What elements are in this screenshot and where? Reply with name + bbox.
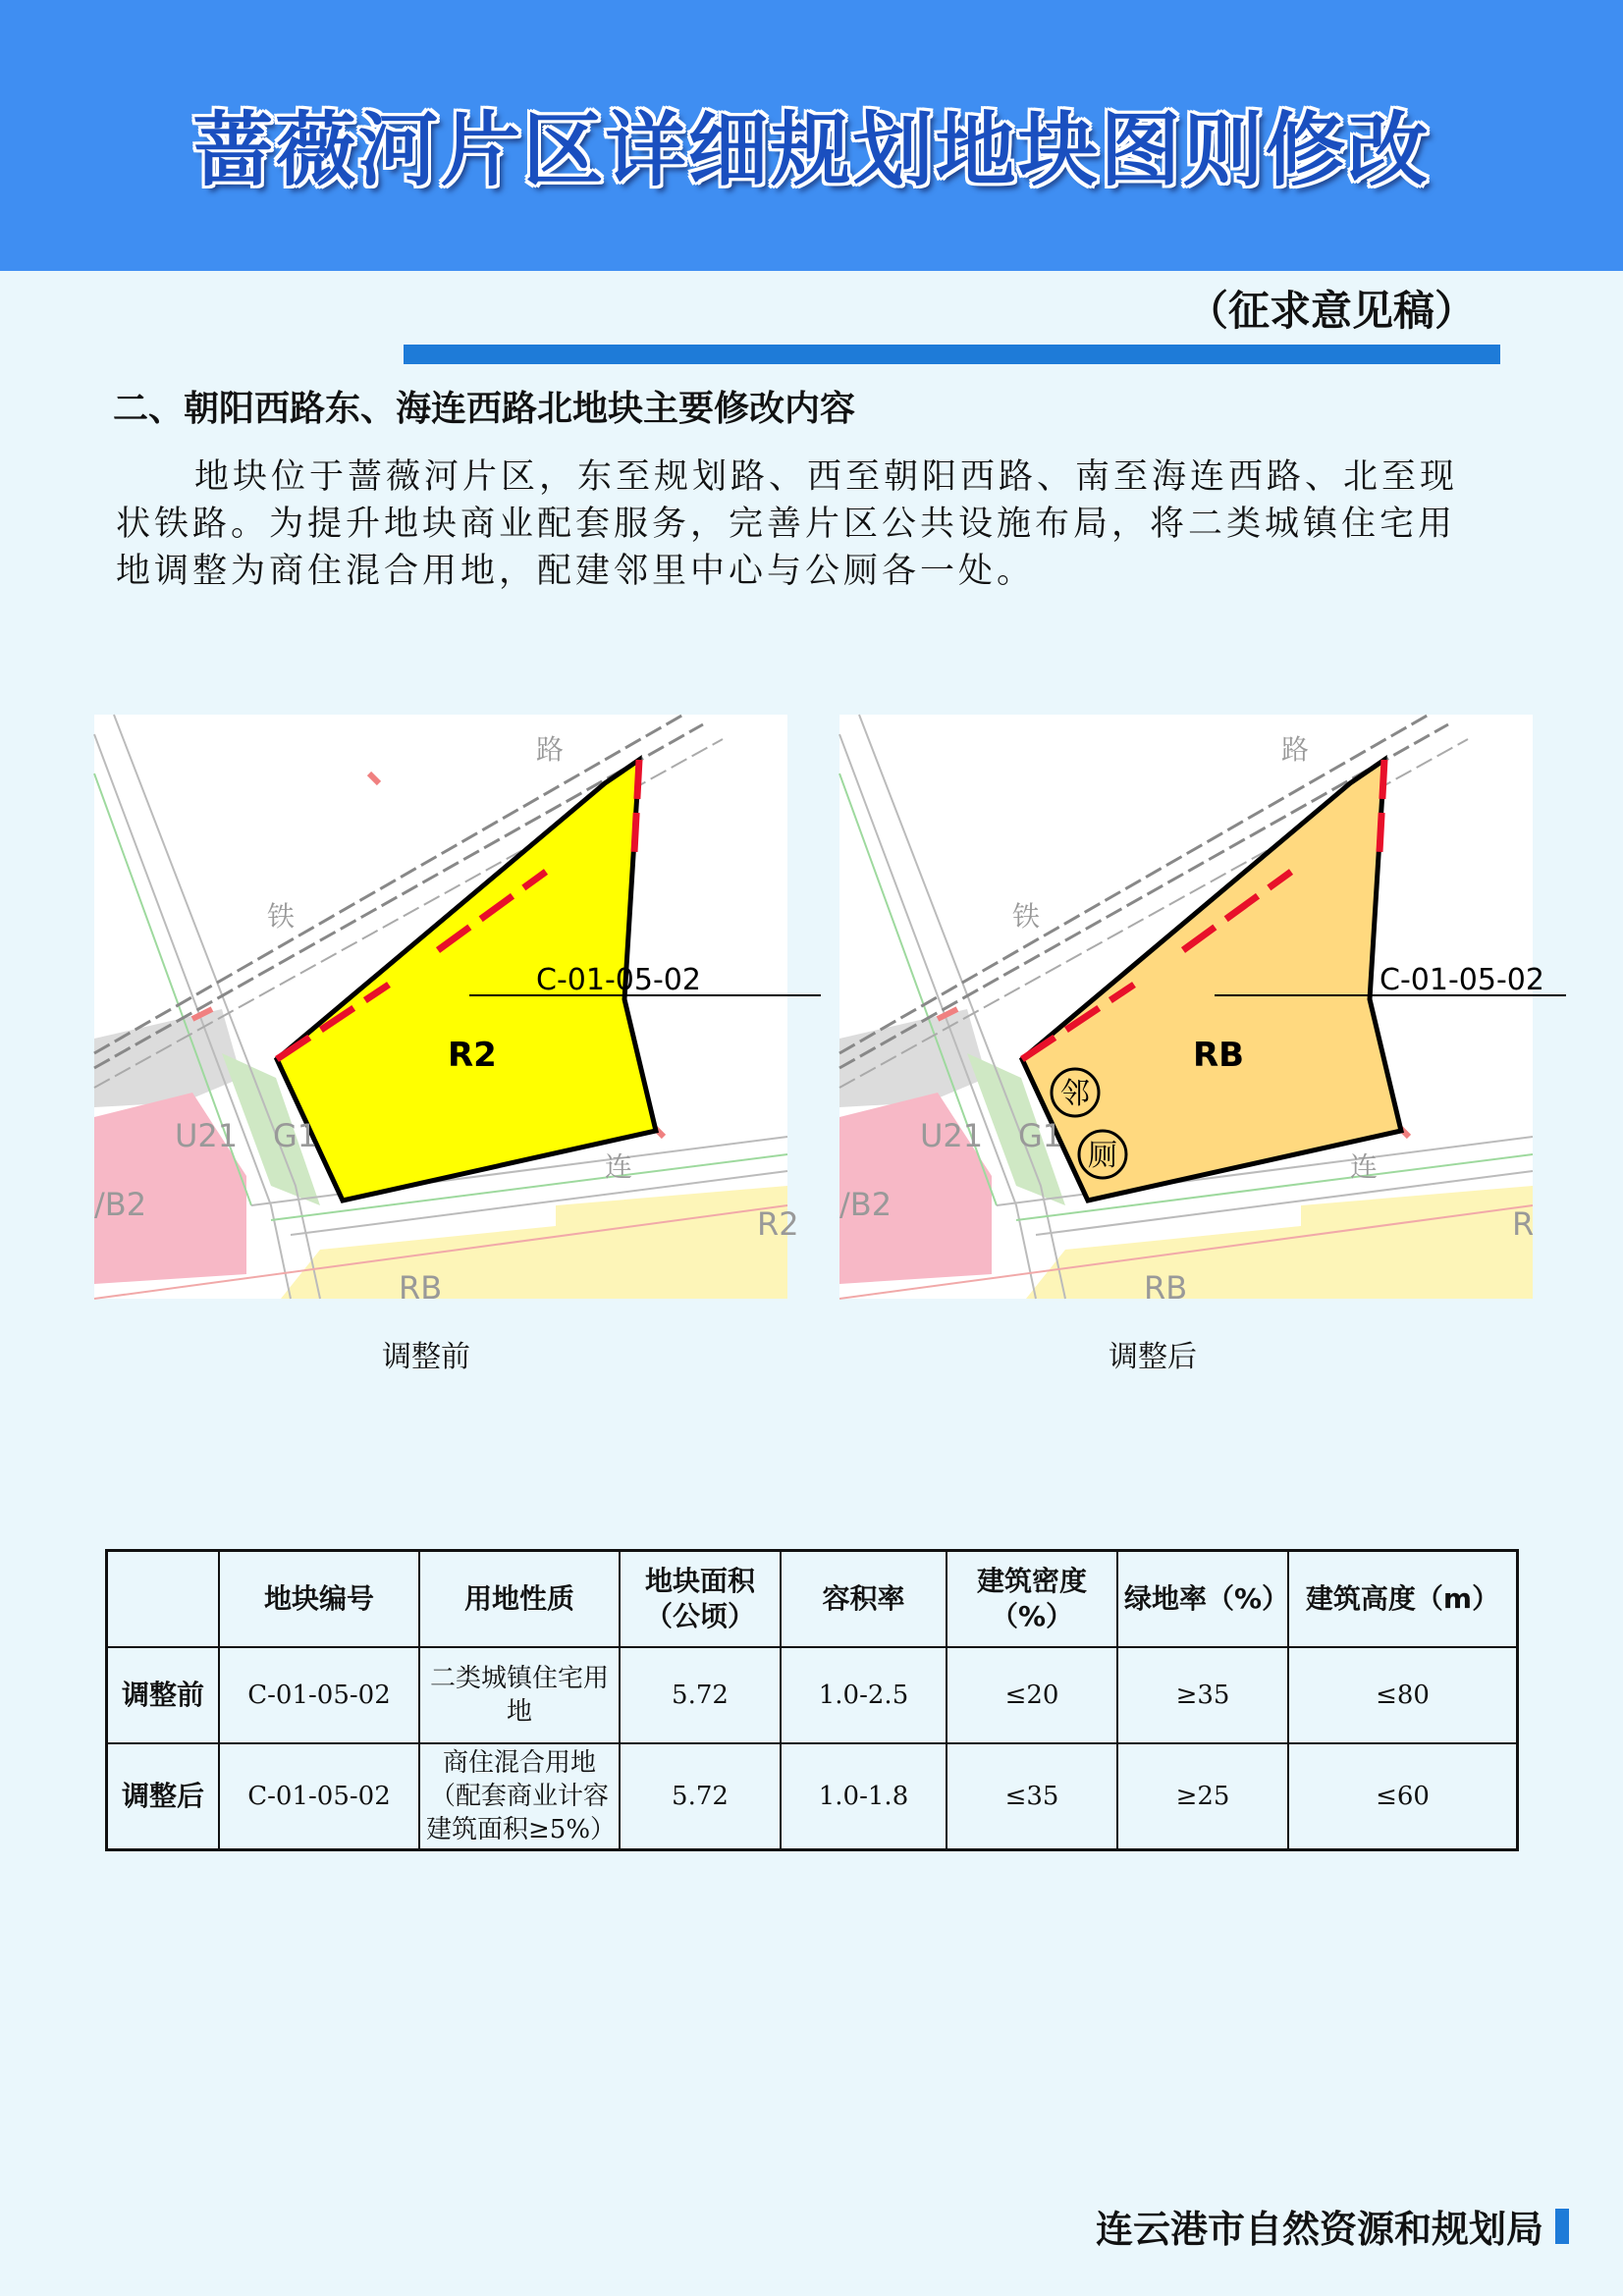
- landuse-label: R2: [448, 1036, 497, 1075]
- road-label-2-after: 铁: [1012, 900, 1041, 933]
- header-height: 建筑高度（m）: [1288, 1551, 1518, 1648]
- cell-use: 二类城镇住宅用地: [419, 1647, 620, 1743]
- header-banner: [0, 0, 1623, 271]
- caption-after: 调整后: [1109, 1340, 1197, 1374]
- header-density: 建筑密度（%）: [947, 1551, 1117, 1648]
- footer-org: 连云港市自然资源和规划局: [1095, 2207, 1543, 2251]
- area-label-b2: /B2: [94, 1186, 147, 1223]
- road-label-3-after: 连: [1350, 1150, 1379, 1183]
- parcel-code: C-01-05-02: [536, 963, 701, 997]
- area-label-rb: RB: [399, 1269, 443, 1307]
- cell-far: 1.0-2.5: [781, 1647, 947, 1743]
- parcel-polygon-after: [1022, 760, 1401, 1201]
- header-code: 地块编号: [219, 1551, 419, 1648]
- area-label-b2-after: /B2: [839, 1186, 893, 1223]
- cell-density: ≤35: [947, 1743, 1117, 1850]
- map-before-drawing: [94, 715, 799, 1307]
- parameter-table: [105, 1549, 1519, 1851]
- caption-before: 调整前: [382, 1340, 470, 1374]
- area-label-u21-after: U21: [920, 1117, 984, 1154]
- area-label-g1-after: G1: [1018, 1117, 1063, 1154]
- footer: [1096, 2199, 1569, 2253]
- road-label-1-after: 路: [1281, 733, 1310, 766]
- cell-area: 5.72: [620, 1647, 781, 1743]
- section-heading: 二、朝阳西路东、海连西路北地块主要修改内容: [113, 389, 856, 429]
- light-yellow-area-right: [556, 1186, 787, 1299]
- map-after: [839, 715, 1544, 1307]
- map-before: [94, 715, 799, 1307]
- cell-height: ≤80: [1288, 1647, 1518, 1743]
- row-label: 调整前: [107, 1647, 220, 1743]
- road-label-2: 铁: [267, 900, 296, 933]
- road-label-3: 连: [605, 1150, 633, 1183]
- divider-bar: [404, 345, 1500, 364]
- cell-code: C-01-05-02: [219, 1647, 419, 1743]
- header-use: 用地性质: [419, 1551, 620, 1648]
- area-label-g1: G1: [273, 1117, 318, 1154]
- section-body: 地块位于蔷薇河片区，东至规划路、西至朝阳西路、南至海连西路、北至现状铁路。为提升地块商业配套服务，完善片区公共设施布局，将二类城镇住宅用地调整为商住混合用地，配建邻里中心与公厕各一处。: [116, 457, 1459, 591]
- cell-code: C-01-05-02: [219, 1743, 419, 1850]
- neighborhood-center-label: 邻: [1060, 1077, 1090, 1111]
- landuse-label-after: RB: [1193, 1036, 1245, 1075]
- area-label-r-after: R: [1512, 1205, 1535, 1243]
- cell-area: 5.72: [620, 1743, 781, 1850]
- table-row: [107, 1647, 1518, 1743]
- area-label-rb-after: RB: [1144, 1269, 1188, 1307]
- grey-area: [94, 1009, 242, 1107]
- table-row: [107, 1743, 1518, 1850]
- map-after-drawing: [839, 715, 1544, 1307]
- cell-green: ≥25: [1117, 1743, 1288, 1850]
- cell-density: ≤20: [947, 1647, 1117, 1743]
- public-toilet-label: 厕: [1088, 1139, 1117, 1173]
- road-label-1: 路: [536, 733, 565, 766]
- row-label: 调整后: [107, 1743, 220, 1850]
- footer-mark: [1555, 2209, 1569, 2244]
- area-label-u21: U21: [175, 1117, 239, 1154]
- table-header-row: [107, 1551, 1518, 1648]
- parcel-code-after: C-01-05-02: [1380, 963, 1544, 997]
- cell-green: ≥35: [1117, 1647, 1288, 1743]
- header-blank: [107, 1551, 220, 1648]
- header-far: 容积率: [781, 1551, 947, 1648]
- header-green: 绿地率（%）: [1117, 1551, 1288, 1648]
- cell-use: 商住混合用地（配套商业计容建筑面积≥5%）: [419, 1743, 620, 1850]
- cell-height: ≤60: [1288, 1743, 1518, 1850]
- draft-subtitle: （征求意见稿）: [1186, 287, 1476, 335]
- area-label-r2: R2: [757, 1205, 799, 1243]
- document-title: 蔷薇河片区详细规划地块图则修改: [192, 104, 1431, 197]
- cell-far: 1.0-1.8: [781, 1743, 947, 1850]
- header-area: 地块面积（公顷）: [620, 1551, 781, 1648]
